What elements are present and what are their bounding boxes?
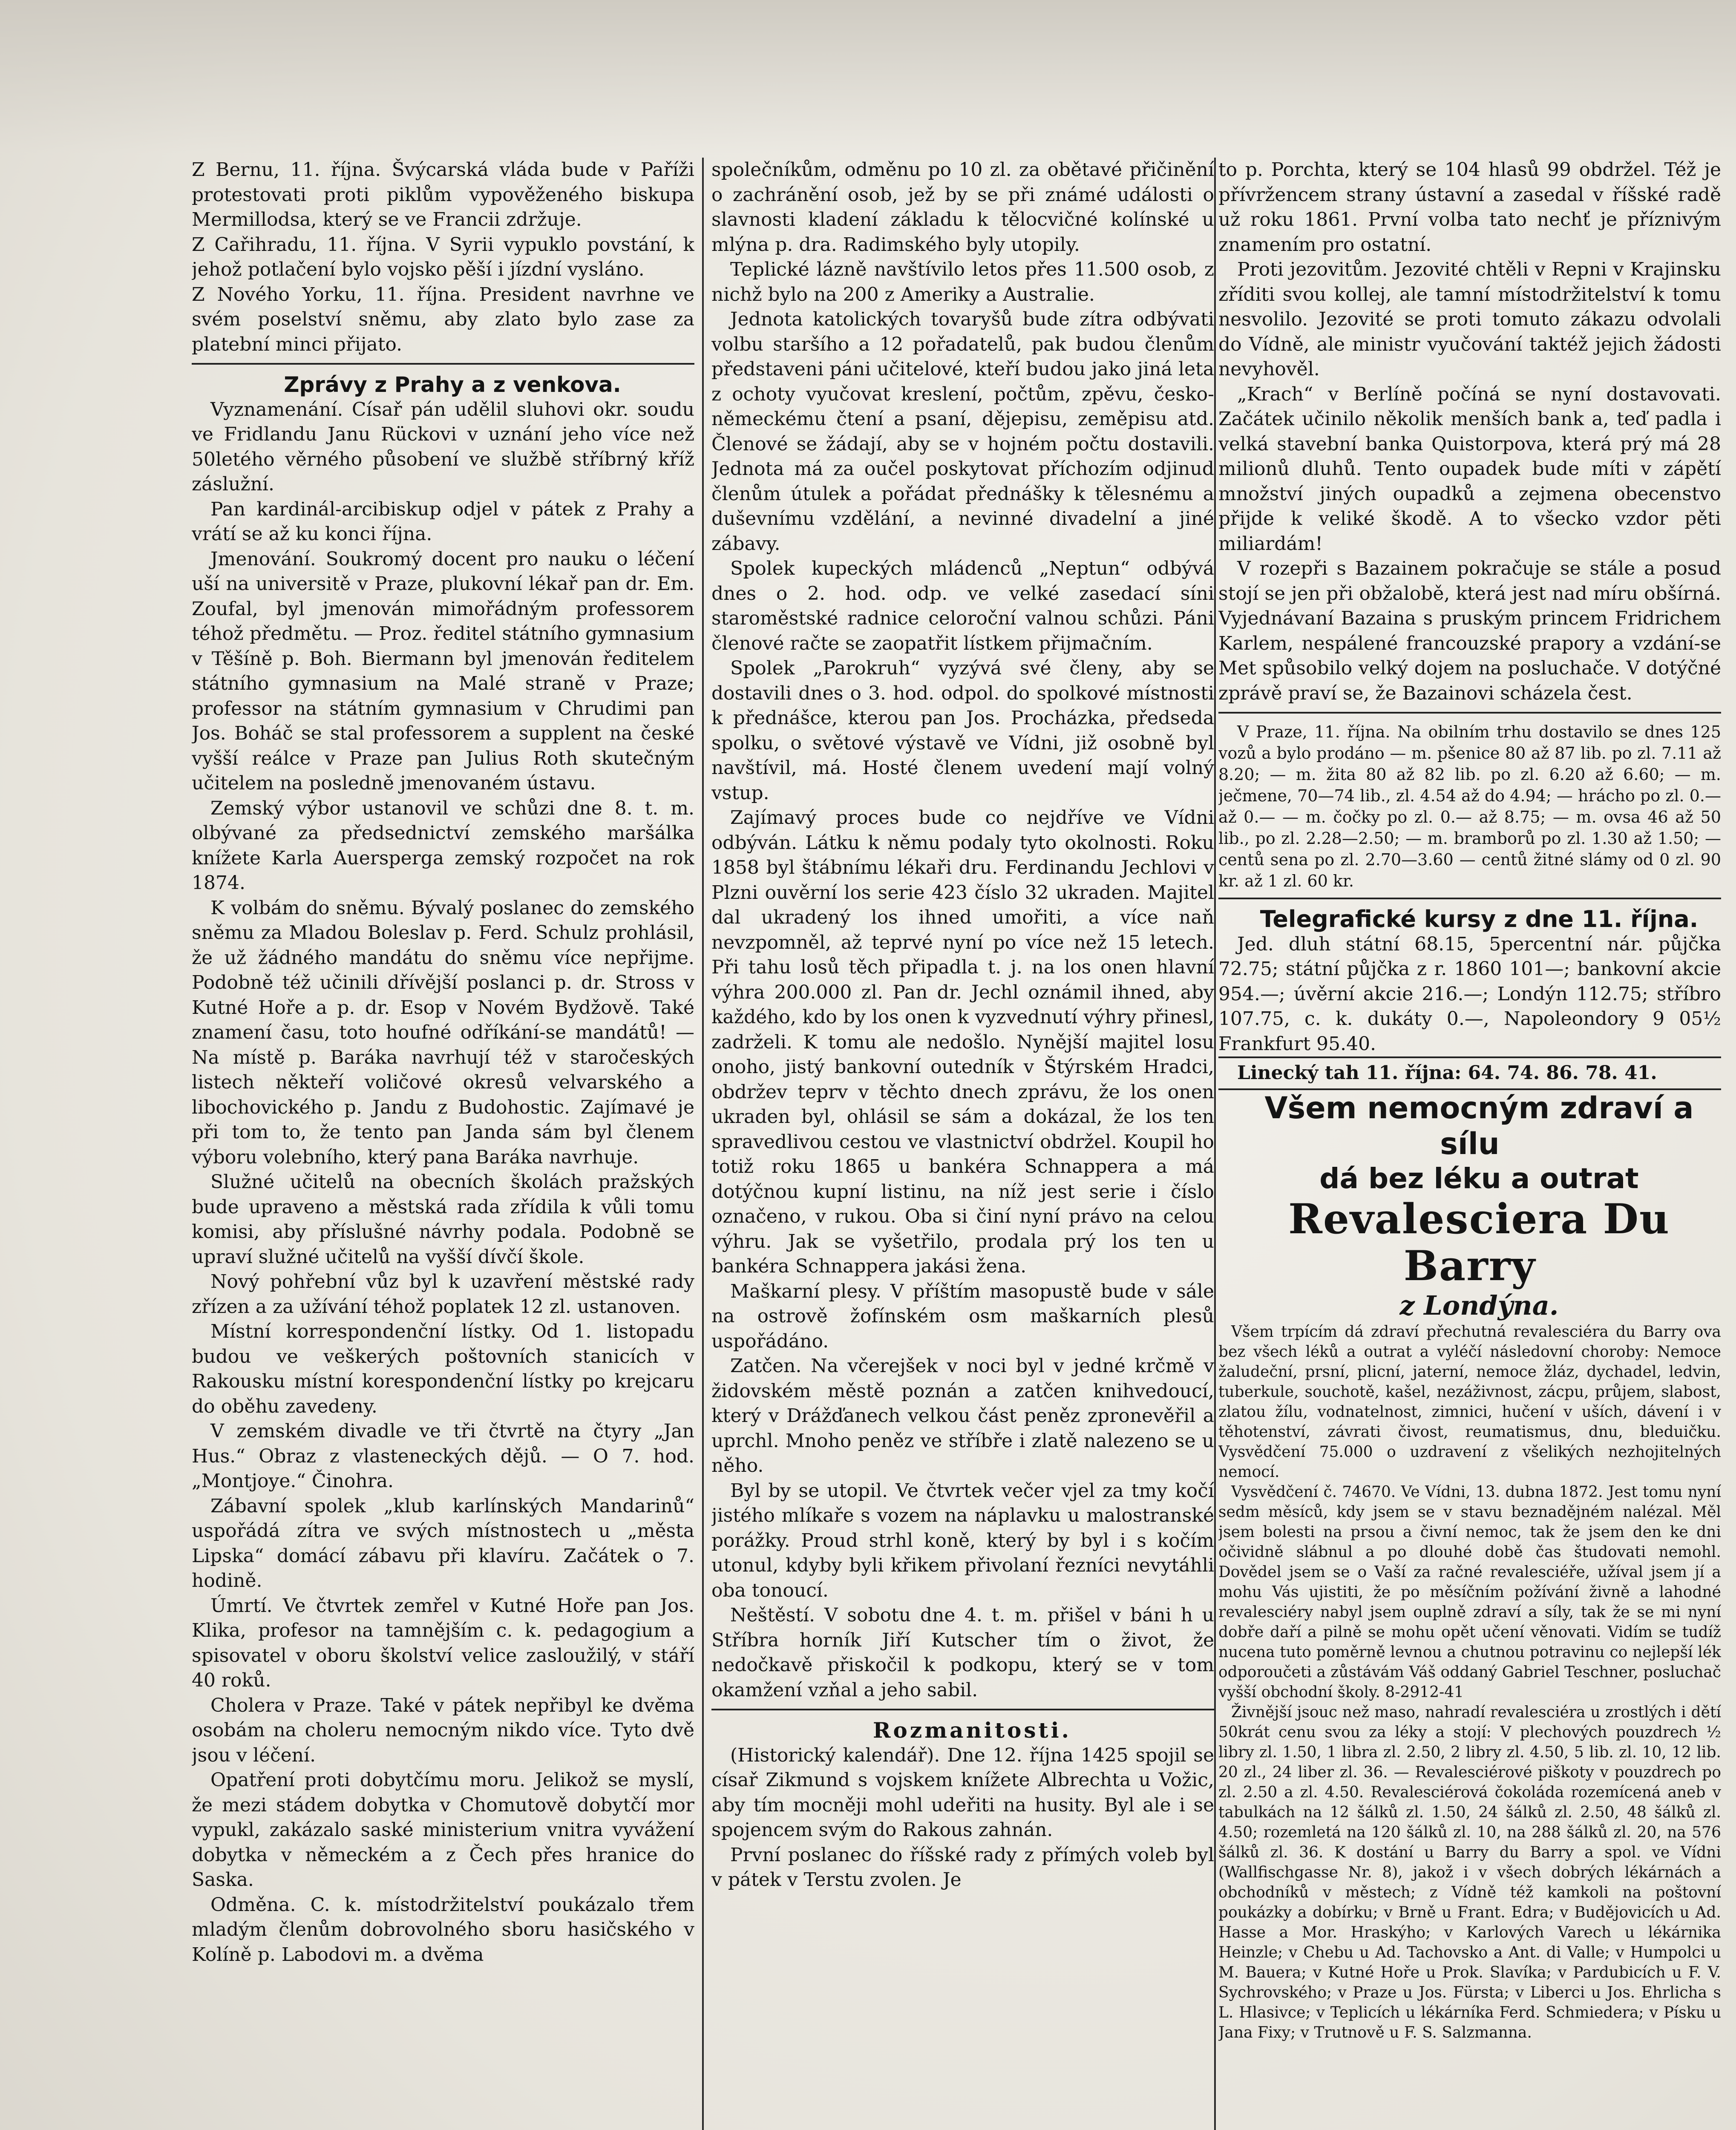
news-item: Nový pohřební vůz byl k uzavření městské rady zřízen a za užívání téhož poplatek 12 zl. ustanoven. <box>192 1271 694 1318</box>
section-title-rozmanitosti: Rozmanitosti. <box>872 1718 1072 1743</box>
news-item: (Historický kalendář). Dne 12. října 1425 spojil se císař Zikmund s vojskem knížete Albrechta u Vožic, aby tím mocněji mohl udeřiti na husity. Byl ale i se spojencem svým do Rakous zahnán. <box>711 1744 1214 1841</box>
kursy-text: Jed. dluh státní 68.15, 5percentní nár. půjčka 72.75; státní půjčka z r. 1860 101—; bankovní akcie 954.—; úvěrní akcie 216.—; Londýn 112.75; stříbro 107.75, c. k. dukáty 0.—, Napoleondory 9 05½ Frankfurt 95.40. <box>1218 933 1721 1055</box>
section-title-prague: Zprávy z Prahy a z venkova. <box>284 372 621 397</box>
news-item: Zábavní spolek „klub karlínských Mandarinů“ uspořádá zítra ve svých místnostech u „města Lipska“ domácí zábavu při klavíru. Začátek o 7. hodině. <box>192 1495 694 1592</box>
news-item: Služné učitelů na obecních školách pražských bude upraveno a městská rada zřídila k vůli tomu komisi, aby příslušné návrhy podala. Podobně se upraví služné učitelů na vyšší dívčí škole. <box>192 1171 694 1268</box>
news-item: Jednota katolických tovaryšů bude zítra odbývati volbu staršího a 12 pořadatelů, pak budou členům představeni páni učitelové, kteří budou jako jiná leta z ochoty vyučovat kreslení, počtům, zpěvu, česko-německému čtení a psaní, dějepisu, zeměpisu atd. Členové se žádají, aby se v hojném počtu dostavili. Jednota má za oučel poskytovat příchozím odjinud členům útulek a pořádat přednášky k tělesnému a duševnímu vzdělání, a nevinné divadelní a jiné zábavy. <box>711 308 1214 555</box>
news-item: Zatčen. Na včerejšek v noci byl v jedné krčmě v židovském městě poznán a zatčen knihvedoucí, který v Drážďanech velkou část peněz zpronevěřil a uprchl. Mnoho peněz ve stříbře i zlatě nalezeno se u něho. <box>711 1355 1214 1477</box>
news-item: Maškarní plesy. V příštím masopustě bude v sále na ostrově žofínském osm maškarních plesů uspořádáno. <box>711 1280 1214 1352</box>
divider <box>192 363 694 365</box>
ad-subheadline: dá bez léku a outrat <box>1319 1162 1639 1195</box>
column-rule <box>702 158 704 2130</box>
news-item: to p. Porchta, který se 104 hlasů 99 obdržel. Též je přívržencem strany ústavní a zasedal v říšské radě už roku 1861. První volba tato nechť je příznivým znamením pro ostatní. <box>1218 159 1721 256</box>
news-item: Opatření proti dobytčímu moru. Jelikož se myslí, že mezi stádem dobytka v Chomutově dobytčí mor vypukl, zakázalo saské ministerium vnitra vyvážení dobytka v německém a z Čech přes hranice do Saska. <box>192 1769 694 1891</box>
news-item: Byl by se utopil. Ve čtvrtek večer vjel za tmy kočí jistého mlíkaře s vozem na náplavku u malostranské porážky. Proud strhl koně, který by byl i s kočím utonul, kdyby byli křikem přivolaní řezníci nevytáhli oba tonoucí. <box>711 1479 1214 1601</box>
ad-body <box>1218 1322 1721 2043</box>
news-item: Cholera v Praze. Také v pátek nepřibyl ke dvěma osobám na choleru nemocným nikdo více. Tyto dvě jsou v léčení. <box>192 1694 694 1766</box>
divider <box>1218 712 1721 714</box>
news-item: K volbám do sněmu. Bývalý poslanec do zemského sněmu za Mladou Boleslav p. Ferd. Schulz prohlásil, že už žádného mandátu do sněmu více nepřijme. Podobně též učinili dřívější poslanci p. dr. Stross v Kutné Hoře a p. dr. Esop v Novém Bydžově. Také znamení času, toto houfné odříkání-se mandátů! — Na místě p. Baráka navrhují též v staročeských listech někteří voličové okresů velvarského a libochovického p. Jandu z Budohostic. Zajímavé je při tom to, že tento pan Janda sám byl členem výboru volebního, který pana Baráka navrhuje. <box>192 897 694 1168</box>
column-3 <box>1218 158 1721 2043</box>
ad-brand: Revalesciera Du Barry <box>1288 1195 1670 1290</box>
news-item: První poslanec do říšské rady z přímých voleb byl v pátek v Terstu zvolen. Je <box>711 1844 1214 1891</box>
telegram-carihrad: Z Cařihradu, 11. října. V Syrii vypuklo povstání, k jehož potlačení bylo vojsko pěší i jízdní vysláno. <box>192 233 694 280</box>
news-item: „Krach“ v Berlíně počíná se nyní dostavovati. Začátek učinilo několik menších bank a, teď padla i velká stavební banka Quistorpova, která prý má 28 milionů dluhů. Tento oupadek bude míti v zápětí množství jiných oupadků a zejmena obecenstvo přijde k veliké škodě. A to všecko vzdor pěti miliardám! <box>1218 383 1721 555</box>
ad-origin: z Londýna. <box>1399 1290 1559 1321</box>
news-item: Úmrtí. Ve čtvrtek zemřel v Kutné Hoře pan Jos. Klika, profesor na tamnějším c. k. pedagogium a spisovatel v oboru školství velice zasloužilý, v stáří 40 roků. <box>192 1595 694 1691</box>
column-1 <box>192 158 694 1967</box>
divider <box>1218 898 1721 899</box>
page-top-bleed <box>0 0 1736 153</box>
market-report: V Praze, 11. října. Na obilním trhu dostavilo se dnes 125 vozů a bylo prodáno — m. pšenice 80 až 87 lib. po zl. 7.11 až 8.20; — m. žita 80 až 82 lib. po zl. 6.20 až 6.60; — m. ječmene, 70—74 lib., zl. 4.54 až do 4.94; — hrácho po zl. 0.— až 0.— — m. čočky po zl. 0.— až 8.75; — m. ovsa 46 až 50 lib., po zl. 2.28—2.50; — m. bramborů po zl. 1.30 až 1.50; — centů sena po zl. 2.70—3.60 — centů žitné slámy od 0 zl. 90 kr. až 1 zl. 60 kr. <box>1218 722 1721 890</box>
column-rule <box>1214 158 1216 2130</box>
news-item: Vyznamenání. Císař pán udělil sluhovi okr. soudu ve Fridlandu Janu Rückovi v uznání jeho více než 50letého věrného působení ve službě stříbrný kříž záslužní. <box>192 398 694 495</box>
news-item: Spolek kupeckých mládenců „Neptun“ odbývá dnes o 2. hod. odp. ve velké zasedací síni staroměstské radnice celoroční valnou schůzi. Páni členové račte se zaopatřit lístkem přijmačním. <box>711 558 1214 654</box>
column-2 <box>711 158 1214 1893</box>
news-item: Odměna. C. k. místodržitelství poukázalo třem mladým členům dobrovolného sboru hasičského v Kolíně p. Labodovi m. a dvěma <box>192 1894 694 1966</box>
news-item: Zajímavý proces bude co nejdříve ve Vídni odbýván. Látku k němu podaly tyto okolnosti. Roku 1858 byl štábnímu lékaři dru. Ferdinandu Jechlovi v Plzni ouvěrní los serie 423 číslo 32 ukraden. Majitel dal ukradený los ihned umořiti, a více naň nevzpomněl, až teprvé nyní po více než 15 letech. Při tahu losů těch připadla t. j. na los onen hlavní výhra 200.000 zl. Pan dr. Jechl oznámil ihned, aby každého, kdo by los onen k vyzvednutí výhry přinesl, zadrželi. K tomu ale nedošlo. Nynější majitel losu onoho, jistý bankovní outedník v Štýrském Hradci, obdržev teprv v těchto dnech zprávu, že los onen ukraden byl, ohlásil se sám a dokázal, že los ten spravedlivou cestou ve vlastnictví obdržel. Koupil ho totiž roku 1865 u bankéra Schnappera a má dotýčnou kupní listinu, na níž jest serie i číslo označeno, v rukou. Oba si činí nyní právo na celou výhru. Jak se vyšetřilo, prodala prý los ten u bankéra Schnappera jakási žena. <box>711 807 1214 1277</box>
kursy-title: Telegrafické kursy z dne 11. října. <box>1260 906 1699 933</box>
telegram-bern: Z Bernu, 11. října. Švýcarská vláda bude v Paříži protestovati proti piklům vypověženého biskupa Mermillodsa, který se ve Francii zdržuje. <box>192 159 694 230</box>
news-item: Proti jezovitům. Jezovité chtěli v Repni v Krajinsku zříditi svou kollej, ale tamní místodržitelství k tomu nesvolilo. Jezovité se proti tomuto zákazu odvolali do Vídně, ale ministr vyučování taktéž jejich žádosti nevyhověl. <box>1218 259 1721 380</box>
news-item: Neštěstí. V sobotu dne 4. t. m. přišel v báni h u Stříbra horník Jiří Kutscher tím o život, že nedočkavě přiskočil k podkopu, který se v tom okamžení vzňal a jeho sabil. <box>711 1604 1214 1701</box>
news-item: V rozepři s Bazainem pokračuje se stále a posud stojí se jen při obžalobě, která jest nad míru obšírná. Vyjednávaní Bazaina s pruským princem Fridrichem Karlem, nespálené francouzské prapory a vzdání-se Met spůsobilo velký dojem na posluchače. V dotýčné zprávě praví se, že Bazainovi scházela čest. <box>1218 558 1721 704</box>
news-item: Jmenování. Soukromý docent pro nauku o léčení uší na universitě v Praze, plukovní lékař pan dr. Em. Zoufal, byl jmenován mimořádným professorem téhož předmětu. — Proz. ředitel státního gymnasium v Těšíně p. Boh. Biermann byl jmenován ředitelem státního gymnasium na Malé straně v Praze; professor na státním gymnasium v Chrudimi pan Jos. Boháč se stal professorem a supplent na české vyšší reálce v Praze pan Julius Roth skutečným učitelem na posledně jmenovaném ústavu. <box>192 548 694 794</box>
news-item: Teplické lázně navštívilo letos přes 11.500 osob, z nichž bylo na 200 z Ameriky a Australie. <box>711 259 1214 305</box>
lotto-line: Linecký tah 11. října: 64. 74. 86. 78. 41. <box>1218 1056 1721 1090</box>
news-item: Spolek „Parokruh“ vyzývá své členy, aby se dostavili dnes o 3. hod. odpol. do spolkové místnosti k přednášce, kterou pan Jos. Procházka, předseda spolku, o světové výstavě ve Vídni, již osobně byl navštívil, má. Hosté členem uvedení mají volný vstup. <box>711 657 1214 804</box>
news-item: Pan kardinál-arcibiskup odjel v pátek z Prahy a vrátí se až ku konci října. <box>192 498 694 545</box>
ad-paragraph: Vysvědčení č. 74670. Ve Vídni, 13. dubna 1872. Jest tomu nyní sedm měsíců, kdy jsem se v stavu beznadějném nalézal. Měl jsem bolesti na prsou a čivní nemoc, tak že jsem den ke dni očividně slábnul a po dlouhé době čas študovati nemohl. Dovědel jsem se o Vaší za račné revalesciéře, užíval jsem jí a mohu Vás ujistiti, že po měsíčním požívání živně a lahodné revalesciéry nabyl jsem ouplně zdraví a síly, tak že se mi nyní dobře daří a pilně se mohu opět učení věnovati. Vidím se tudíž nucena tuto poměrně levnou a chutnou potravinu co nejlepší lék odporoučeti a zůstávám Váš oddaný Gabriel Teschner, posluchač vyšší obchodní školy. 8-2912-41 <box>1218 1483 1721 1701</box>
divider <box>711 1709 1214 1710</box>
telegram-new-york: Z Nového Yorku, 11. října. President navrhne ve svém poselství sněmu, aby zlato bylo zase za platební minci přijato. <box>192 283 694 355</box>
news-item: společníkům, odměnu po 10 zl. za obětavé přičinění o zachránění osob, jež by se při známé události o slavnosti kladení základu k tělocvičné kolínské u mlýna p. dra. Radimského byly utopily. <box>711 159 1214 256</box>
ad-paragraph: Živnější jsouc než maso, nahradí revalesciéra u zrostlých i dětí 50krát cenu svou za léky a stojí: V plechových pouzdrech ½ libry zl. 1.50, 1 libra zl. 2.50, 2 libry zl. 4.50, 5 lib. zl. 10, 12 lib. 20 zl., 24 liber zl. 36. — Revalesciérové piškoty v pouzdrech po zl. 2.50 a zl. 4.50. Revalesciérová čokoláda rozemícená aneb v tabulkách na 12 šálků zl. 1.50, 24 šálků zl. 2.50, 48 šálků zl. 4.50; rozemletá na 120 šálků zl. 10, na 288 šálků zl. 20, na 576 šálků zl. 36. K dostání u Barry du Barry a spol. ve Vídni (Wallfischgasse Nr. 8), jakož i v všech dobrých lékárnách a obchodníků v městech; z Vídně též kamkoli na poštovní poukázky a dobírku; v Brně u Frant. Edra; v Budějovicích u Ad. Hasse a Mor. Hraskýho; v Karlových Varech u lékárnika Heinzle; v Chebu u Ad. Tachovsko a Ant. di Valle; v Humpolci u M. Bauera; v Kutné Hoře u Prok. Slavíka; v Pardubicích u F. V. Sychrovského; v Praze u Jos. Fürsta; v Liberci u Jos. Ehrlicha s L. Hlasivce; v Teplicích u lékárníka Ferd. Schmiedera; v Písku u Jana Fixy; v Trutnově u F. S. Salzmanna. <box>1218 1703 1721 2041</box>
ad-headline: Všem nemocným zdraví a sílu <box>1264 1090 1694 1161</box>
news-item: Místní korrespondenční lístky. Od 1. listopadu budou ve veškerých poštovních stanicích v Rakousku místní korespondenční lístky po krejcaru do oběhu zavedeny. <box>192 1321 694 1417</box>
news-item: Zemský výbor ustanovil ve schůzi dne 8. t. m. olbývané za předsednictví zemského maršálka knížete Karla Auersperga zemský rozpočet na rok 1874. <box>192 797 694 894</box>
news-item: V zemském divadle ve tři čtvrtě na čtyry „Jan Hus.“ Obraz z vlasteneckých dějů. — O 7. hod. „Montjoye.“ Činohra. <box>192 1420 694 1492</box>
ad-paragraph: Všem trpícím dá zdraví přechutná revalesciéra du Barry ova bez všech léků a outrat a vyléčí následovní choroby: Nemoce žaludeční, prsní, plicní, jaterní, nemoce žláz, dychadel, ledvin, tuberkule, souchotě, kašel, nezáživnost, zácpu, průjem, slabost, zlatou žílu, vodnatelnost, zimnici, hučení v uších, dávení i v těhotenství, závrati čivost, reumatismus, dnu, bleduičku. Vysvědčení 75.000 o uzdravení z všelikých nezhojitelných nemocí. <box>1218 1323 1721 1481</box>
